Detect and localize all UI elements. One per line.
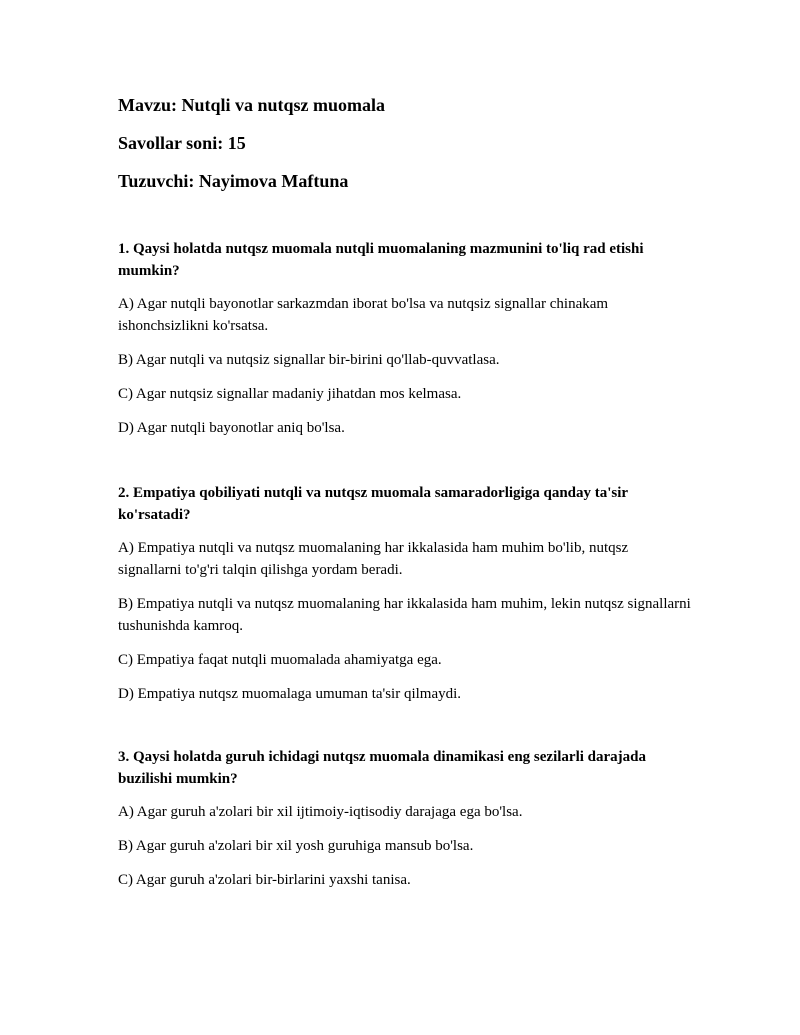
answer-option-d: D) Agar nutqli bayonotlar aniq bo'lsa. — [118, 420, 345, 436]
answer-option-a: A) Agar nutqli bayonotlar sarkazmdan iborat bo'lsa va nutqsiz signallar chinakam ishonchsizlikni ko'rsatsa. — [118, 296, 609, 334]
question-1 — [118, 238, 693, 451]
answer-option-c: C) Agar guruh a'zolari bir-birlarini yaxshi tanisa. — [118, 872, 411, 888]
question-title: 2. Empatiya qobiliyati nutqli va nutqsz muomala samaradorligiga qanday ta'sir ko'rsatadi? — [118, 485, 628, 523]
question-title: 3. Qaysi holatda guruh ichidagi nutqsz muomala dinamikasi eng sezilarli darajada buzilishi mumkin? — [118, 749, 646, 787]
author-heading: Tuzuvchi: Nayimova Maftuna — [118, 171, 349, 191]
topic-heading: Mavzu: Nutqli va nutqsz muomala — [118, 95, 386, 115]
answer-option-a: A) Agar guruh a'zolari bir xil ijtimoiy-iqtisodiy darajaga ega bo'lsa. — [118, 804, 523, 820]
question-count-heading: Savollar soni: 15 — [118, 133, 246, 153]
answer-option-b: B) Agar nutqli va nutqsiz signallar bir-birini qo'llab-quvvatlasa. — [118, 352, 500, 368]
answer-option-b: B) Empatiya nutqli va nutqsz muomalaning har ikkalasida ham muhim, lekin nutqsz signallarni tushunishda kamroq. — [118, 596, 691, 634]
answer-option-d: D) Empatiya nutqsz muomalaga umuman ta'sir qilmaydi. — [118, 686, 462, 702]
answer-option-a: A) Empatiya nutqli va nutqsz muomalaning har ikkalasida ham muhim bo'lib, nutqsz signallarni to'g'ri talqin qilishga yordam beradi. — [118, 540, 629, 578]
question-2 — [118, 482, 693, 717]
question-title: 1. Qaysi holatda nutqsz muomala nutqli muomalaning mazmunini to'liq rad etishi mumkin? — [118, 241, 644, 279]
answer-option-b: B) Agar guruh a'zolari bir xil yosh guruhiga mansub bo'lsa. — [118, 838, 474, 854]
question-3 — [118, 746, 693, 903]
answer-option-c: C) Empatiya faqat nutqli muomalada ahamiyatga ega. — [118, 652, 442, 668]
answer-option-c: C) Agar nutqsiz signallar madaniy jihatdan mos kelmasa. — [118, 386, 462, 402]
